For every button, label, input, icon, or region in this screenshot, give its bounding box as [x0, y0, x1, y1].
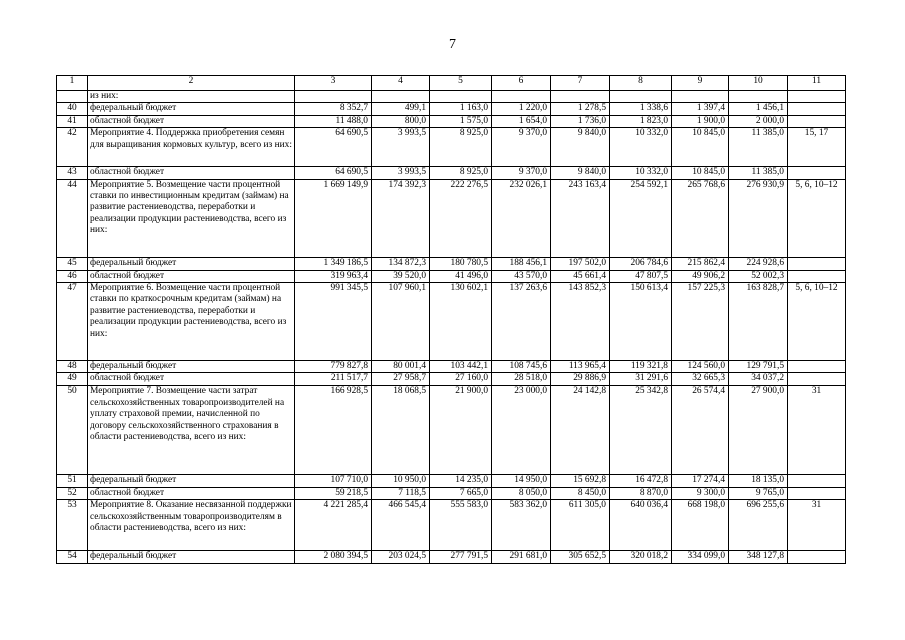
row-name: областной бюджет [88, 373, 295, 386]
value-cell: 1 397,4 [672, 103, 729, 115]
value-cell: 211 517,7 [295, 373, 372, 386]
value-cell: 180 780,5 [430, 257, 492, 270]
value-cell: 1 575,0 [430, 115, 492, 127]
value-cell: 1 278,5 [551, 103, 610, 115]
row-number: 51 [57, 475, 88, 487]
value-cell: 107 710,0 [295, 475, 372, 487]
value-cell: 1 456,1 [729, 103, 788, 115]
row-number: 42 [57, 128, 88, 167]
reference-cell: 31 [788, 500, 846, 551]
row-name: федеральный бюджет [88, 475, 295, 487]
value-cell: 49 906,2 [672, 270, 729, 282]
value-cell: 113 965,4 [551, 361, 610, 373]
value-cell: 555 583,0 [430, 500, 492, 551]
value-cell: 130 602,1 [430, 283, 492, 361]
table-row [57, 167, 846, 179]
value-cell: 1 220,0 [492, 103, 551, 115]
value-cell: 8 925,0 [430, 167, 492, 179]
value-cell: 119 321,8 [610, 361, 672, 373]
value-cell [551, 91, 610, 103]
value-cell: 9 765,0 [729, 487, 788, 499]
value-cell: 466 545,4 [372, 500, 430, 551]
row-name: областной бюджет [88, 487, 295, 499]
row-name: федеральный бюджет [88, 551, 295, 563]
reference-cell: 5, 6, 10–12 [788, 283, 846, 361]
value-cell: 24 142,8 [551, 386, 610, 475]
value-cell: 1 338,6 [610, 103, 672, 115]
value-cell: 143 852,3 [551, 283, 610, 361]
value-cell: 80 001,4 [372, 361, 430, 373]
table-row [57, 128, 846, 167]
row-name: федеральный бюджет [88, 103, 295, 115]
value-cell: 107 960,1 [372, 283, 430, 361]
value-cell: 9 840,0 [551, 128, 610, 167]
reference-cell: 15, 17 [788, 128, 846, 167]
value-cell: 1 823,0 [610, 115, 672, 127]
value-cell: 291 681,0 [492, 551, 551, 563]
value-cell: 59 218,5 [295, 487, 372, 499]
column-header: 6 [492, 76, 551, 91]
value-cell: 640 036,4 [610, 500, 672, 551]
value-cell: 150 613,4 [610, 283, 672, 361]
row-number: 41 [57, 115, 88, 127]
value-cell: 8 925,0 [430, 128, 492, 167]
value-cell [610, 91, 672, 103]
value-cell: 17 274,4 [672, 475, 729, 487]
value-cell: 52 002,3 [729, 270, 788, 282]
value-cell: 611 305,0 [551, 500, 610, 551]
value-cell: 319 963,4 [295, 270, 372, 282]
column-header: 9 [672, 76, 729, 91]
table-row [57, 270, 846, 282]
value-cell: 4 221 285,4 [295, 500, 372, 551]
value-cell: 9 370,0 [492, 167, 551, 179]
value-cell: 232 026,1 [492, 179, 551, 257]
value-cell: 27 160,0 [430, 373, 492, 386]
value-cell: 276 930,9 [729, 179, 788, 257]
value-cell: 254 592,1 [610, 179, 672, 257]
reference-cell [788, 361, 846, 373]
value-cell: 39 520,0 [372, 270, 430, 282]
value-cell: 26 574,4 [672, 386, 729, 475]
row-name: областной бюджет [88, 167, 295, 179]
value-cell [729, 91, 788, 103]
value-cell: 18 068,5 [372, 386, 430, 475]
value-cell: 1 736,0 [551, 115, 610, 127]
value-cell: 41 496,0 [430, 270, 492, 282]
value-cell: 28 518,0 [492, 373, 551, 386]
value-cell: 1 349 186,5 [295, 257, 372, 270]
value-cell: 224 928,6 [729, 257, 788, 270]
value-cell: 334 099,0 [672, 551, 729, 563]
row-number: 52 [57, 487, 88, 499]
row-number: 50 [57, 386, 88, 475]
row-number: 40 [57, 103, 88, 115]
row-name: областной бюджет [88, 115, 295, 127]
value-cell: 203 024,5 [372, 551, 430, 563]
value-cell: 45 661,4 [551, 270, 610, 282]
value-cell [430, 91, 492, 103]
budget-table [56, 75, 846, 564]
value-cell: 108 745,6 [492, 361, 551, 373]
reference-cell [788, 257, 846, 270]
row-name: областной бюджет [88, 270, 295, 282]
column-header: 7 [551, 76, 610, 91]
value-cell: 124 560,0 [672, 361, 729, 373]
value-cell: 7 665,0 [430, 487, 492, 499]
row-name: из них: [88, 91, 295, 103]
value-cell: 11 488,0 [295, 115, 372, 127]
value-cell: 8 870,0 [610, 487, 672, 499]
row-name: Мероприятие 8. Оказание несвязанной поддержки сельскохозяйственным товаропроизводителям в области растениеводства, всего из них: [88, 500, 295, 551]
value-cell: 14 950,0 [492, 475, 551, 487]
value-cell: 18 135,0 [729, 475, 788, 487]
value-cell: 10 950,0 [372, 475, 430, 487]
value-cell: 10 332,0 [610, 167, 672, 179]
column-header: 10 [729, 76, 788, 91]
table-row [57, 361, 846, 373]
value-cell: 10 845,0 [672, 128, 729, 167]
value-cell: 16 472,8 [610, 475, 672, 487]
value-cell: 2 080 394,5 [295, 551, 372, 563]
value-cell: 668 198,0 [672, 500, 729, 551]
row-name: Мероприятие 6. Возмещение части процентной ставки по краткосрочным кредитам (займам) на развитие растениеводства, переработки и реализации продукции растениеводства, всего из них: [88, 283, 295, 361]
value-cell: 696 255,6 [729, 500, 788, 551]
row-number: 53 [57, 500, 88, 551]
value-cell: 265 768,6 [672, 179, 729, 257]
value-cell: 64 690,5 [295, 167, 372, 179]
table-row [57, 91, 846, 103]
value-cell: 32 665,3 [672, 373, 729, 386]
table-row [57, 115, 846, 127]
value-cell: 10 845,0 [672, 167, 729, 179]
reference-cell [788, 551, 846, 563]
row-number: 48 [57, 361, 88, 373]
value-cell: 27 900,0 [729, 386, 788, 475]
reference-cell [788, 167, 846, 179]
row-name: Мероприятие 7. Возмещение части затрат сельскохозяйственных товаропроизводителей на уплату страховой премии, начисленной по договору сельскохозяйственного страхования в области растениеводства, всего из них: [88, 386, 295, 475]
value-cell: 137 263,6 [492, 283, 551, 361]
value-cell: 1 654,0 [492, 115, 551, 127]
table-row [57, 179, 846, 257]
value-cell [672, 91, 729, 103]
value-cell: 197 502,0 [551, 257, 610, 270]
value-cell: 222 276,5 [430, 179, 492, 257]
value-cell: 134 872,3 [372, 257, 430, 270]
page-number: 7 [449, 37, 456, 52]
value-cell: 64 690,5 [295, 128, 372, 167]
table-row [57, 487, 846, 499]
value-cell: 215 862,4 [672, 257, 729, 270]
value-cell: 15 692,8 [551, 475, 610, 487]
reference-cell [788, 487, 846, 499]
row-number: 49 [57, 373, 88, 386]
reference-cell: 5, 6, 10–12 [788, 179, 846, 257]
value-cell: 129 791,5 [729, 361, 788, 373]
value-cell: 1 900,0 [672, 115, 729, 127]
value-cell: 583 362,0 [492, 500, 551, 551]
reference-cell [788, 373, 846, 386]
column-header: 4 [372, 76, 430, 91]
value-cell: 31 291,6 [610, 373, 672, 386]
value-cell: 157 225,3 [672, 283, 729, 361]
column-header: 2 [88, 76, 295, 91]
value-cell: 10 332,0 [610, 128, 672, 167]
value-cell: 8 050,0 [492, 487, 551, 499]
value-cell: 9 370,0 [492, 128, 551, 167]
row-name: федеральный бюджет [88, 361, 295, 373]
table-row [57, 386, 846, 475]
value-cell: 23 000,0 [492, 386, 551, 475]
value-cell: 9 840,0 [551, 167, 610, 179]
reference-cell [788, 270, 846, 282]
value-cell: 7 118,5 [372, 487, 430, 499]
table-row [57, 373, 846, 386]
value-cell: 34 037,2 [729, 373, 788, 386]
reference-cell [788, 475, 846, 487]
value-cell: 8 450,0 [551, 487, 610, 499]
value-cell: 21 900,0 [430, 386, 492, 475]
table-row [57, 551, 846, 563]
row-number: 46 [57, 270, 88, 282]
row-number [57, 91, 88, 103]
value-cell: 320 018,2 [610, 551, 672, 563]
reference-cell [788, 91, 846, 103]
table-row [57, 475, 846, 487]
value-cell: 2 000,0 [729, 115, 788, 127]
row-number: 47 [57, 283, 88, 361]
value-cell: 348 127,8 [729, 551, 788, 563]
table-row [57, 103, 846, 115]
reference-cell: 31 [788, 386, 846, 475]
value-cell: 499,1 [372, 103, 430, 115]
column-header: 3 [295, 76, 372, 91]
row-number: 44 [57, 179, 88, 257]
value-cell: 29 886,9 [551, 373, 610, 386]
value-cell [295, 91, 372, 103]
column-header: 8 [610, 76, 672, 91]
table-header-row [57, 76, 846, 91]
row-number: 45 [57, 257, 88, 270]
column-header: 1 [57, 76, 88, 91]
row-name: Мероприятие 5. Возмещение части процентной ставки по инвестиционным кредитам (займам) на развитие растениеводства, переработки и реализации продукции растениеводства, всего из них: [88, 179, 295, 257]
value-cell: 47 807,5 [610, 270, 672, 282]
value-cell: 11 385,0 [729, 167, 788, 179]
value-cell: 1 669 149,9 [295, 179, 372, 257]
reference-cell [788, 103, 846, 115]
column-header: 11 [788, 76, 846, 91]
value-cell: 174 392,3 [372, 179, 430, 257]
value-cell: 9 300,0 [672, 487, 729, 499]
value-cell: 43 570,0 [492, 270, 551, 282]
value-cell: 3 993,5 [372, 128, 430, 167]
value-cell: 991 345,5 [295, 283, 372, 361]
row-number: 54 [57, 551, 88, 563]
value-cell: 27 958,7 [372, 373, 430, 386]
value-cell: 800,0 [372, 115, 430, 127]
table-row [57, 500, 846, 551]
value-cell: 206 784,6 [610, 257, 672, 270]
value-cell: 779 827,8 [295, 361, 372, 373]
value-cell: 277 791,5 [430, 551, 492, 563]
value-cell: 163 828,7 [729, 283, 788, 361]
column-header: 5 [430, 76, 492, 91]
value-cell [372, 91, 430, 103]
value-cell: 25 342,8 [610, 386, 672, 475]
value-cell: 166 928,5 [295, 386, 372, 475]
table-row [57, 283, 846, 361]
row-number: 43 [57, 167, 88, 179]
value-cell: 188 456,1 [492, 257, 551, 270]
value-cell: 8 352,7 [295, 103, 372, 115]
reference-cell [788, 115, 846, 127]
value-cell: 243 163,4 [551, 179, 610, 257]
row-name: Мероприятие 4. Поддержка приобретения семян для выращивания кормовых культур, всего из них: [88, 128, 295, 167]
row-name: федеральный бюджет [88, 257, 295, 270]
value-cell: 1 163,0 [430, 103, 492, 115]
value-cell: 305 652,5 [551, 551, 610, 563]
value-cell: 11 385,0 [729, 128, 788, 167]
value-cell: 3 993,5 [372, 167, 430, 179]
value-cell: 14 235,0 [430, 475, 492, 487]
table-row [57, 257, 846, 270]
value-cell: 103 442,1 [430, 361, 492, 373]
value-cell [492, 91, 551, 103]
